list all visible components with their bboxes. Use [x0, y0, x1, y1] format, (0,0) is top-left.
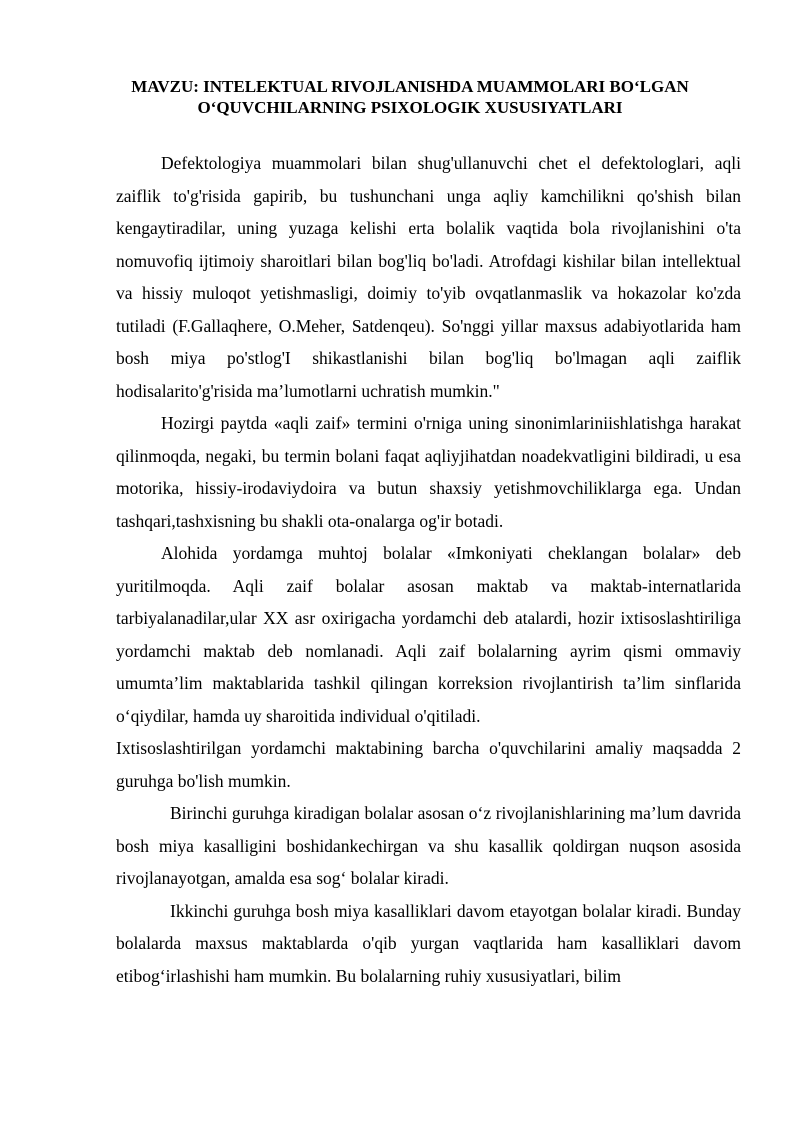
paragraph-5: Birinchi guruhga kiradigan bolalar asosan o‘z rivojlanishlarining ma’lum davrida bosh miya kasalligini boshidankechirgan va shu kasallik qoldirgan nuqson asosida rivojlanayotgan, amalda esa sog‘ bolalar kiradi.: [116, 803, 741, 888]
paragraph-1: Defektologiya muammolari bilan shug'ullanuvchi chet el defektologlari, aqli zaiflik to'g'risida gapirib, bu tushunchani unga aqliy kamchilikni qo'shish bilan kengaytiradilar, uning yuzaga kelishi erta bolalik vaqtida bola rivojlanishini o'ta nomuvofiq ijtimoiy sharoitlari bilan bog'liq bo'ladi. Atrofdagi kishilar bilan intellektual va hissiy muloqot yetishmasligi, doimiy to'yib ovqatlanmaslik va hokazolar ko'zda tutiladi (F.Gallaqhere, O.Meher, Satdenqeu). So'nggi yillar maxsus adabiyotlarida ham bosh miya po'stlog'I shikastlanishi bilan bog'liq bo'lmagan aqli zaiflik hodisalarito'g'risida ma’lumotlarni uchratish mumkin.": [116, 153, 741, 401]
paragraph-3: Alohida yordamga muhtoj bolalar «Imkoniyati cheklangan bolalar» deb yuritilmoqda. Aqli zaif bolalar asosan maktab va maktab-internatlarida tarbiyalanadilar,ular XX asr oxirigacha yordamchi deb atalardi, hozir ixtisoslashtiriliga yordamchi maktab deb nomlanadi. Aqli zaif bolalarning ayrim qismi ommaviy umumta’lim maktablarida tashkil qilingan korreksion rivojlantirish ta’lim sinflarida o‘qiydilar, hamda uy sharoitida individual o'qitiladi.: [116, 543, 741, 726]
title-line-1: MAVZU: INTELEKTUAL RIVOJLANISHDA MUAMMOLARI BO‘LGAN: [131, 77, 689, 96]
title-line-2: O‘QUVCHILARNING PSIXOLOGIK XUSUSIYATLARI: [197, 98, 623, 117]
document-body: [116, 147, 741, 992]
paragraph-2: Hozirgi paytda «aqli zaif» termini o'rniga uning sinonimlariniishlatishga harakat qilinmoqda, negaki, bu termin bolani faqat aqliyjihatdan noadekvatligini bildiradi, u esa motorika, hissiy-irodaviydoira va butun shaxsiy yetishmovchiliklarga ega. Undan tashqari,tashxisning bu shakli ota-onalarga og'ir botadi.: [116, 413, 741, 531]
document-title: [100, 76, 720, 118]
paragraph-6: Ikkinchi guruhga bosh miya kasalliklari davom etayotgan bolalar kiradi. Bunday bolalarda maxsus maktablarda o'qib yurgan vaqtlarida ham kasalliklari davom etibog‘irlashishi ham mumkin. Bu bolalarning ruhiy xususiyatlari, bilim: [116, 900, 741, 986]
paragraph-4: Ixtisoslashtirilgan yordamchi maktabining barcha o'quvchilarini amaliy maqsadda 2 guruhga bo'lish mumkin.: [116, 738, 741, 791]
